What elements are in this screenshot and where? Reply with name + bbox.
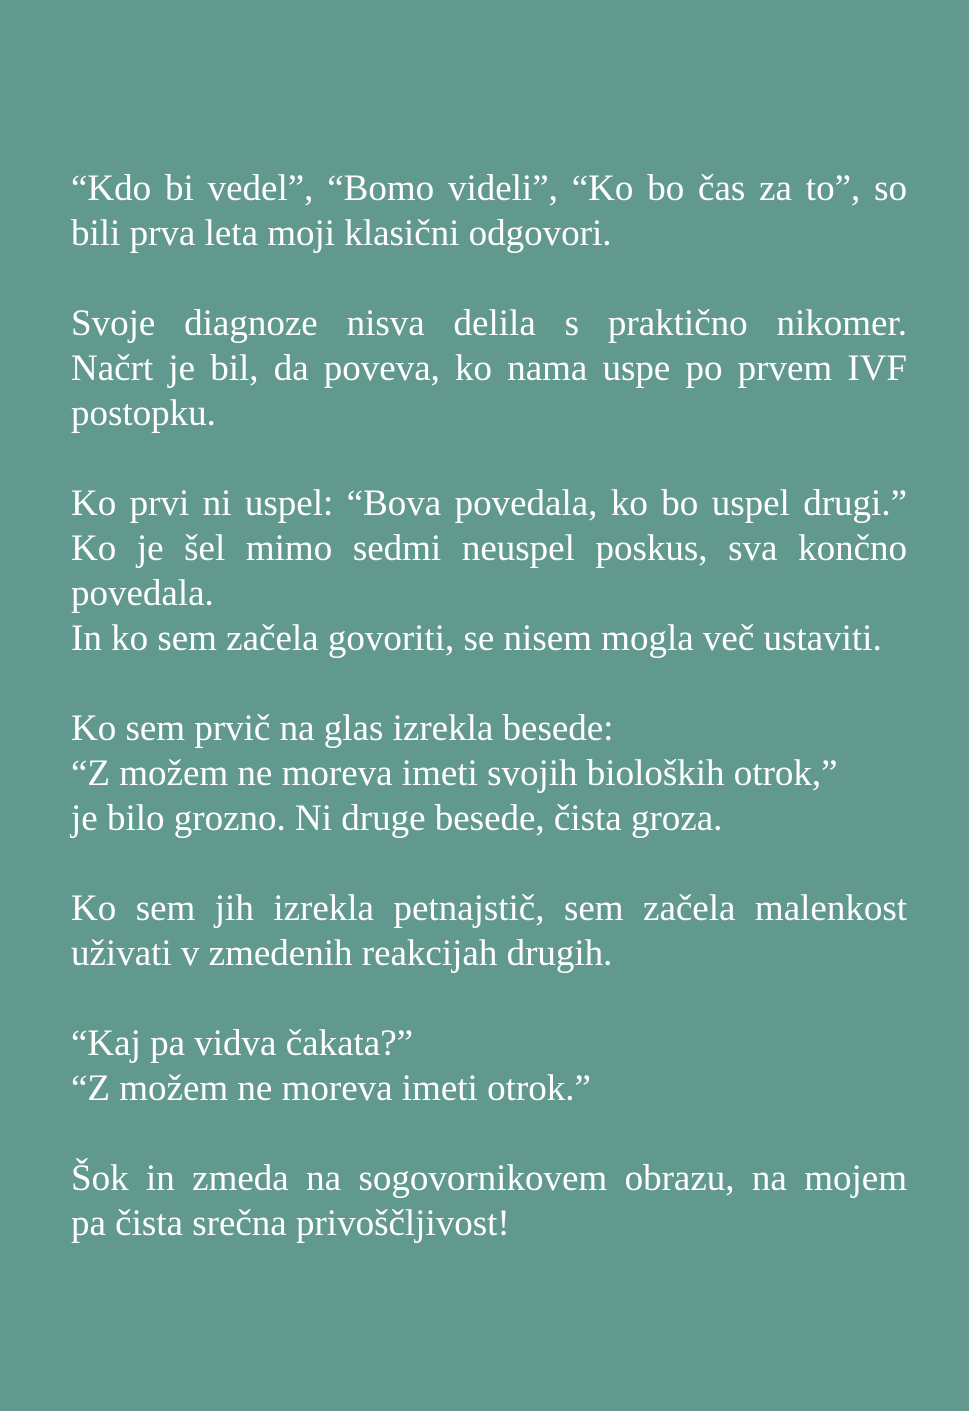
paragraph-2 bbox=[71, 301, 907, 436]
paragraph-7 bbox=[71, 1156, 907, 1246]
text-line: Ko je šel mimo sedmi neuspel poskus, sva končno bbox=[71, 528, 907, 569]
text-line: Ko prvi ni uspel: “Bova povedala, ko bo uspel drugi.” bbox=[71, 483, 907, 524]
text-line: Ko sem prvič na glas izrekla besede: bbox=[71, 708, 614, 749]
text-line: pa čista srečna privoščljivost! bbox=[71, 1203, 510, 1244]
text-line: “Kdo bi vedel”, “Bomo videli”, “Ko bo čas za to”, so bbox=[71, 168, 907, 209]
text-line: postopku. bbox=[71, 393, 216, 434]
text-line: In ko sem začela govoriti, se nisem mogla več ustaviti. bbox=[71, 618, 882, 659]
text-line: bili prva leta moji klasični odgovori. bbox=[71, 213, 612, 254]
text-line: Svoje diagnoze nisva delila s praktično nikomer. bbox=[71, 303, 907, 344]
text-line: “Z možem ne moreva imeti svojih bioloških otrok,” bbox=[71, 753, 838, 794]
text-line: Ko sem jih izrekla petnajstič, sem začela malenkost bbox=[71, 888, 907, 929]
paragraph-5 bbox=[71, 886, 907, 976]
paragraph-6 bbox=[71, 1021, 907, 1111]
text-line: je bilo grozno. Ni druge besede, čista groza. bbox=[71, 798, 723, 839]
text-line: Načrt je bil, da poveva, ko nama uspe po prvem IVF bbox=[71, 348, 907, 389]
text-line: Šok in zmeda na sogovornikovem obrazu, na mojem bbox=[71, 1158, 907, 1199]
paragraph-1 bbox=[71, 166, 907, 256]
paragraph-3 bbox=[71, 481, 907, 661]
text-line: uživati v zmedenih reakcijah drugih. bbox=[71, 933, 613, 974]
text-line: “Kaj pa vidva čakata?” bbox=[71, 1023, 414, 1064]
paragraph-4 bbox=[71, 706, 907, 841]
text-line: “Z možem ne moreva imeti otrok.” bbox=[71, 1068, 591, 1109]
text-line: povedala. bbox=[71, 573, 214, 614]
